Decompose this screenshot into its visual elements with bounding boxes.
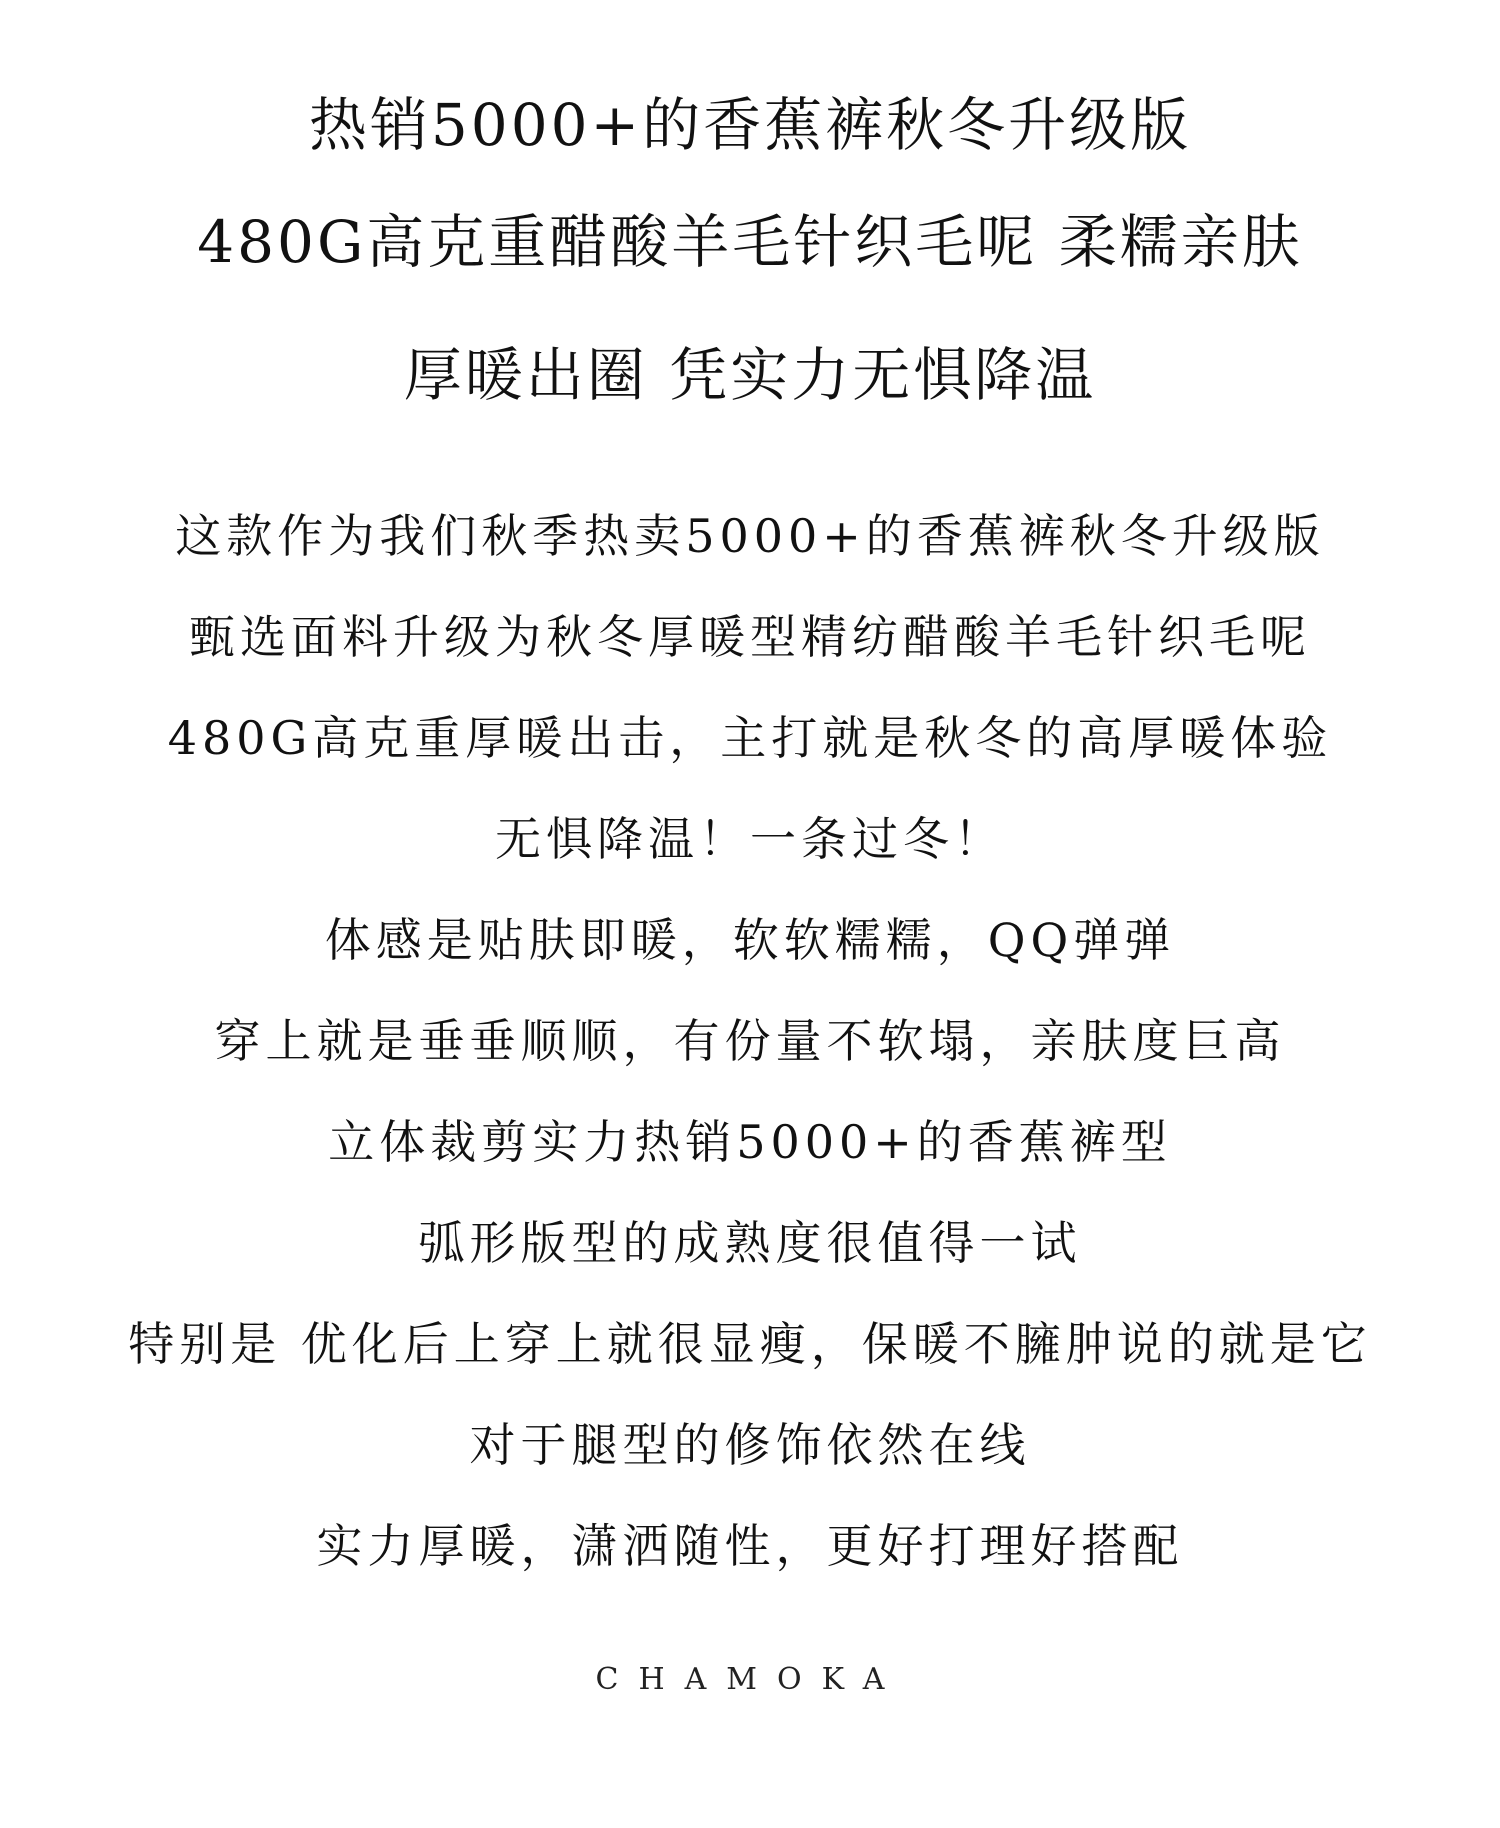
- headline-line-3: 厚暖出圈 凭实力无惧降温: [403, 341, 1097, 409]
- body-line-10: 对于腿型的修饰依然在线: [469, 1418, 1031, 1472]
- body-line-9: 特别是 优化后上穿上就很显瘦，保暖不臃肿说的就是它: [128, 1317, 1372, 1371]
- body-line-11: 实力厚暖，潇洒随性，更好打理好搭配: [316, 1519, 1184, 1573]
- body-line-1: 这款作为我们秋季热卖5000+的香蕉裤秋冬升级版: [175, 509, 1325, 563]
- headline-line-2: 480G高克重醋酸羊毛针织毛呢 柔糯亲肤: [197, 208, 1303, 276]
- body-line-7: 立体裁剪实力热销5000+的香蕉裤型: [328, 1115, 1172, 1169]
- body-line-5: 体感是贴肤即暖，软软糯糯，QQ弹弹: [324, 913, 1176, 967]
- body-line-2: 甄选面料升级为秋冬厚暖型精纺醋酸羊毛针织毛呢: [189, 610, 1311, 664]
- brand-name: CHAMOKA: [595, 1662, 905, 1697]
- body-line-6: 穿上就是垂垂顺顺，有份量不软塌，亲肤度巨高: [214, 1014, 1286, 1068]
- headline-line-1: 热销5000+的香蕉裤秋冬升级版: [308, 91, 1192, 159]
- body-line-8: 弧形版型的成熟度很值得一试: [418, 1216, 1082, 1270]
- body-line-3: 480G高克重厚暖出击，主打就是秋冬的高厚暖体验: [167, 711, 1333, 765]
- body-line-4: 无惧降温！一条过冬！: [495, 812, 1005, 866]
